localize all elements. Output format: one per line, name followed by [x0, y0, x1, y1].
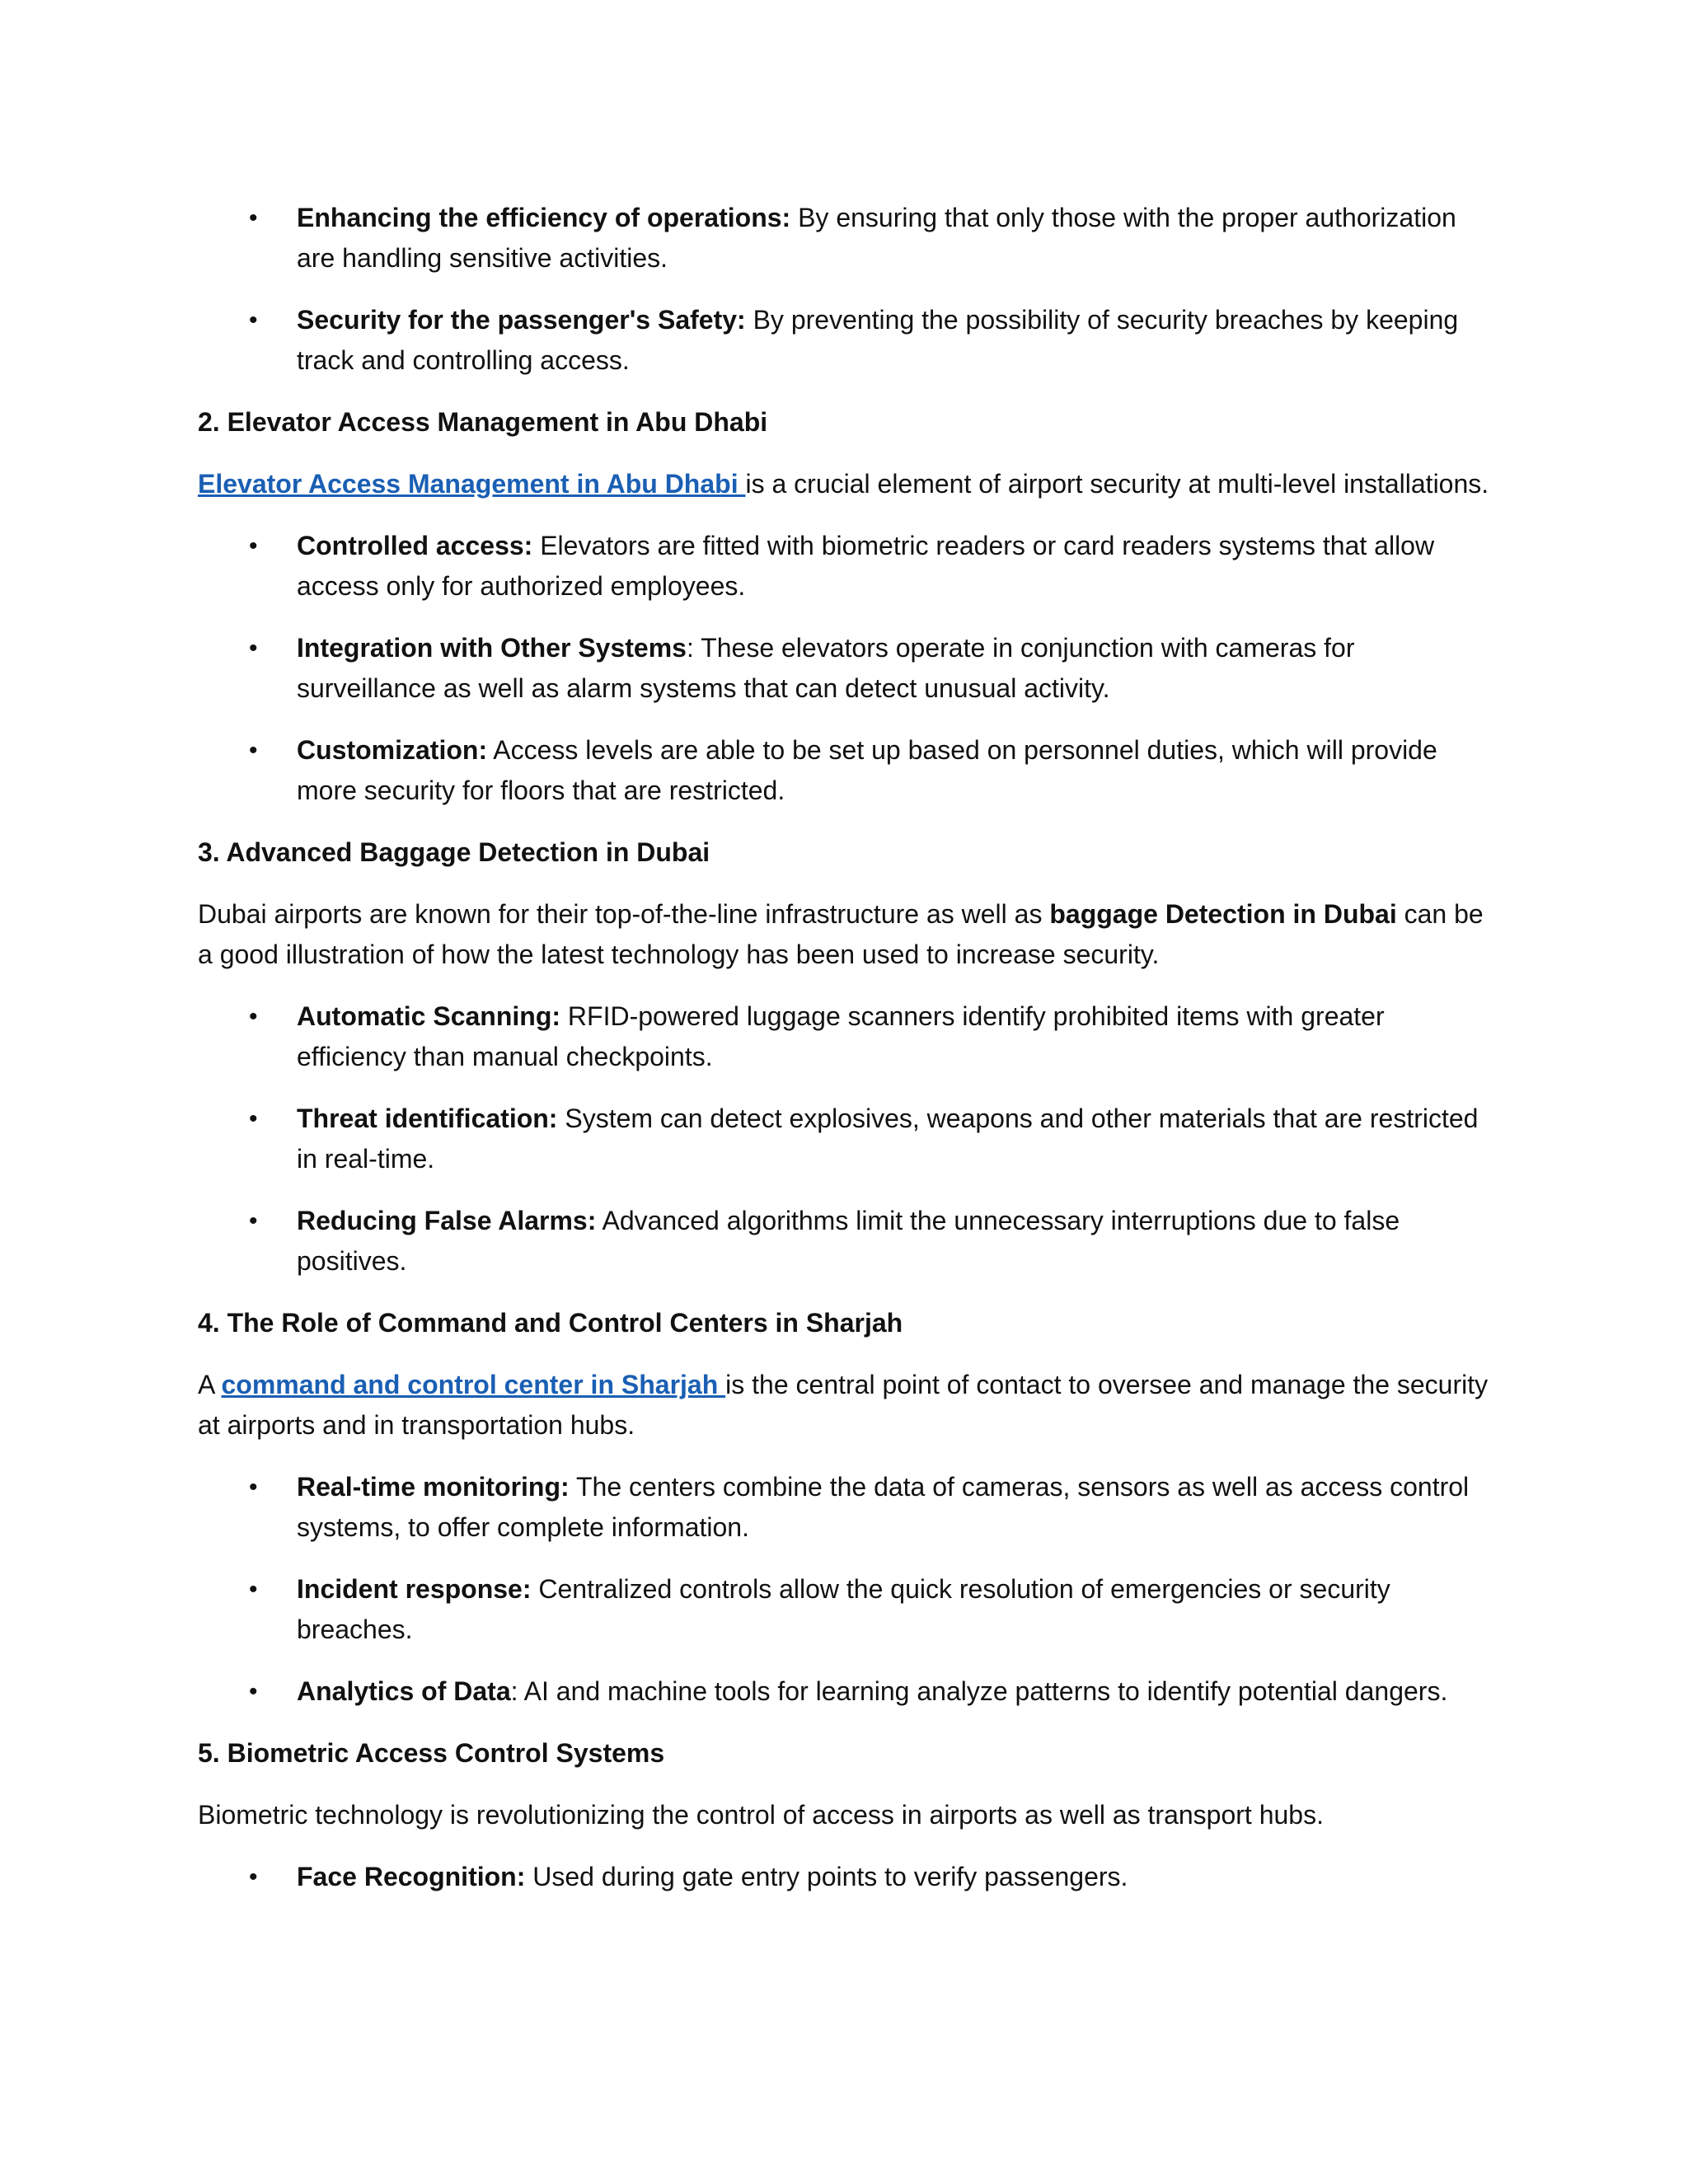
bullet-icon: • — [249, 1105, 258, 1132]
bullet-icon: • — [249, 307, 258, 334]
list-item: • Customization: Access levels are able to be set up based on personnel duties, which will provide more security for floors that are restricted. — [198, 730, 1500, 811]
bullet-list-2 — [198, 526, 1500, 811]
command-center-link[interactable]: command and control center in Sharjah — [221, 1370, 726, 1399]
section-intro-biometric: Biometric technology is revolutionizing the control of access in airports as well as transport hubs. — [198, 1800, 1324, 1830]
bullet-icon: • — [249, 1474, 258, 1501]
bullet-icon: • — [249, 1863, 258, 1891]
section-intro-baggage: Dubai airports are known for their top-of-the-line infrastructure as well as baggage Detection in Dubai can be a good illustration of how the latest technology has been used to increase security. — [198, 899, 1484, 969]
bullet-icon: • — [249, 1207, 258, 1235]
bullet-icon: • — [249, 204, 258, 232]
section-heading-command-center: 4. The Role of Command and Control Centers in Sharjah — [198, 1308, 903, 1338]
section-heading-baggage: 3. Advanced Baggage Detection in Dubai — [198, 837, 710, 867]
bullet-icon: • — [249, 635, 258, 662]
section-intro-command-center: A command and control center in Sharjah is the central point of contact to oversee and manage the security at airports and in transportation hubs. — [198, 1370, 1489, 1440]
bullet-list-3 — [198, 996, 1500, 1282]
elevator-access-link[interactable]: Elevator Access Management in Abu Dhabi — [198, 469, 746, 499]
bullet-icon: • — [249, 532, 258, 560]
bullet-list-4 — [198, 1467, 1500, 1712]
list-item: • Threat identification: System can detect explosives, weapons and other materials that are restricted in real-time. — [198, 1099, 1500, 1179]
list-item: • Enhancing the efficiency of operations: By ensuring that only those with the proper authorization are handling sensitive activities. — [198, 198, 1500, 279]
bullet-icon: • — [249, 1576, 258, 1603]
list-item: • Face Recognition: Used during gate entry points to verify passengers. — [198, 1857, 1500, 1897]
list-item: • Reducing False Alarms: Advanced algorithms limit the unnecessary interruptions due to false positives. — [198, 1201, 1500, 1282]
list-item: • Analytics of Data: AI and machine tools for learning analyze patterns to identify potential dangers. — [198, 1671, 1500, 1712]
bullet-list-1 — [198, 198, 1500, 381]
bullet-icon: • — [249, 1678, 258, 1705]
bullet-icon: • — [249, 1003, 258, 1030]
list-item: • Integration with Other Systems: These elevators operate in conjunction with cameras for surveillance as well as alarm systems that can detect unusual activity. — [198, 628, 1500, 709]
section-heading-biometric: 5. Biometric Access Control Systems — [198, 1738, 665, 1768]
section-heading-elevator: 2. Elevator Access Management in Abu Dhabi — [198, 407, 768, 437]
list-item: • Security for the passenger's Safety: By preventing the possibility of security breaches by keeping track and controlling access. — [198, 300, 1500, 381]
list-item: • Real-time monitoring: The centers combine the data of cameras, sensors as well as access control systems, to offer complete information. — [198, 1467, 1500, 1548]
list-item: • Incident response: Centralized controls allow the quick resolution of emergencies or security breaches. — [198, 1569, 1500, 1650]
list-item: • Automatic Scanning: RFID-powered luggage scanners identify prohibited items with greater efficiency than manual checkpoints. — [198, 996, 1500, 1077]
list-item: • Controlled access: Elevators are fitted with biometric readers or card readers systems that allow access only for authorized employees. — [198, 526, 1500, 607]
bullet-list-5 — [198, 1857, 1500, 1897]
bullet-icon: • — [249, 737, 258, 764]
section-intro-elevator: Elevator Access Management in Abu Dhabi is a crucial element of airport security at multi-level installations. — [198, 469, 1489, 499]
document-page — [198, 198, 1500, 1919]
